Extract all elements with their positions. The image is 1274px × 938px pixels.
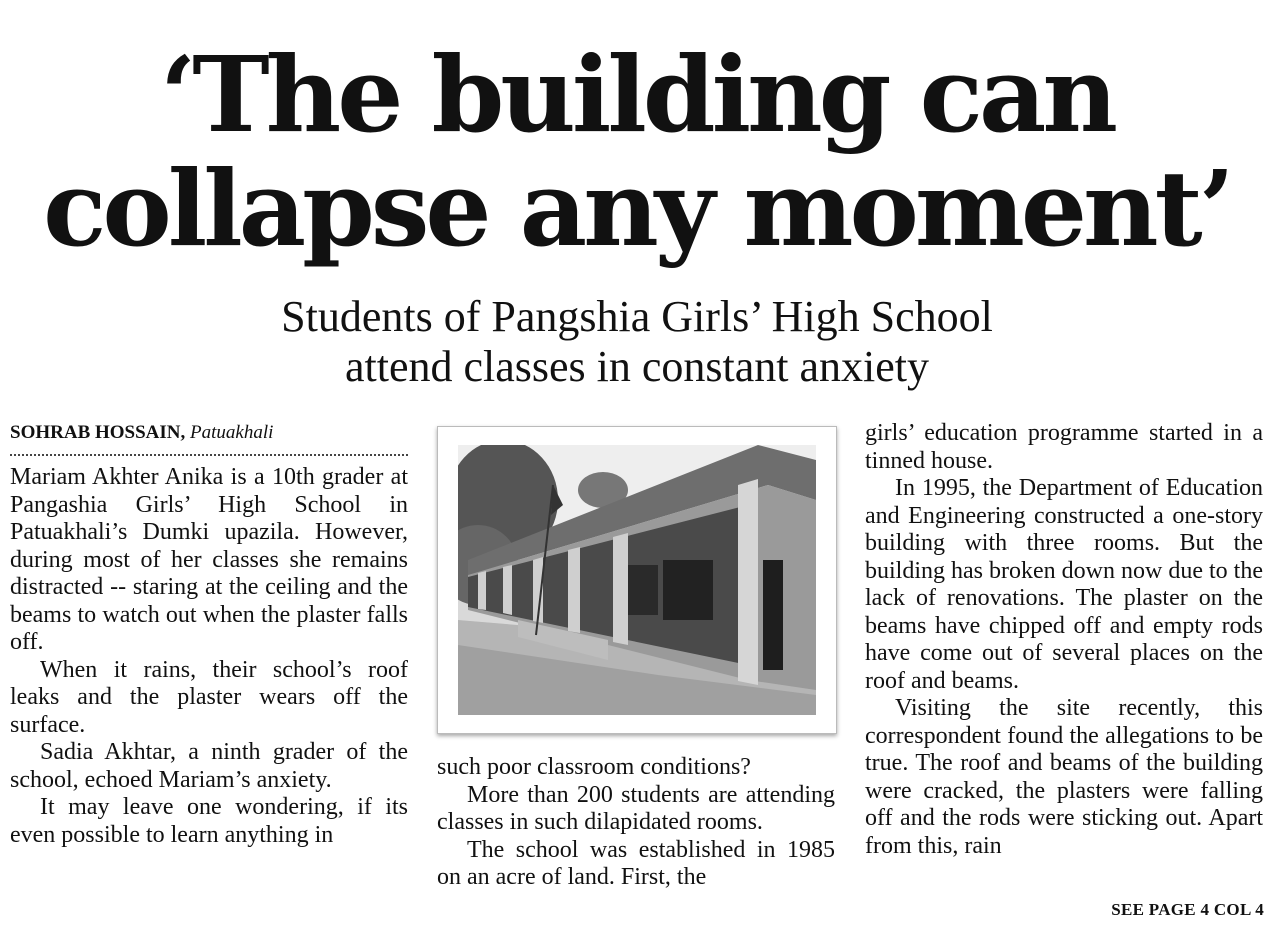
paragraph: such poor classroom conditions? xyxy=(437,754,751,780)
byline-author: SOHRAB HOSSAIN, xyxy=(10,422,186,443)
paragraph: The school was established in 1985 on an acre of land. First, the xyxy=(437,836,835,890)
paragraph: When it rains, their school’s roof leaks and the plaster wears off the surface. xyxy=(10,656,408,738)
school-building-photo xyxy=(437,426,837,734)
byline-divider xyxy=(10,454,408,456)
continuation-reference: SEE PAGE 4 COL 4 xyxy=(1111,900,1264,919)
headline-line-2: collapse any moment’ xyxy=(43,147,1231,270)
paragraph: Mariam Akhter Anika is a 10th grader at Pangashia Girls’ High School in Patuakhali’s Dumki upazila. However, during most of her classes she remains distracted -- staring at the ceiling and the beams to watch out when the plaster falls off. xyxy=(10,464,408,655)
paragraph: girls’ education programme started in a tinned house. xyxy=(865,420,1263,474)
headline xyxy=(0,33,1274,270)
subheadline-line-2: attend classes in constant anxiety xyxy=(344,342,930,391)
subheadline xyxy=(0,292,1274,392)
article-column-2 xyxy=(437,754,835,892)
byline-location: Patuakhali xyxy=(190,422,274,443)
article-column-1 xyxy=(10,420,408,849)
article-column-3 xyxy=(865,420,1263,860)
headline-line-1: ‘The building can xyxy=(159,33,1115,156)
paragraph: Visiting the site recently, this correspondent found the allegations to be true. The roof and beams of the building were cracked, the plasters were falling off and the rods were sticking out. Apart from this, rain xyxy=(865,695,1263,859)
subheadline-line-1: Students of Pangshia Girls’ High School xyxy=(281,292,993,341)
paragraph: In 1995, the Department of Education and Engineering constructed a one-story building with three rooms. But the building has broken down now due to the lack of renovations. The plaster on the beams have chipped off and empty rods have come out of several places on the roof and beams. xyxy=(865,475,1263,694)
byline xyxy=(10,420,408,446)
paragraph: It may leave one wondering, if its even possible to learn anything in xyxy=(10,794,408,848)
school-building-image xyxy=(458,445,816,715)
paragraph: More than 200 students are attending classes in such dilapidated rooms. xyxy=(437,781,835,835)
paragraph: Sadia Akhtar, a ninth grader of the school, echoed Mariam’s anxiety. xyxy=(10,739,408,793)
